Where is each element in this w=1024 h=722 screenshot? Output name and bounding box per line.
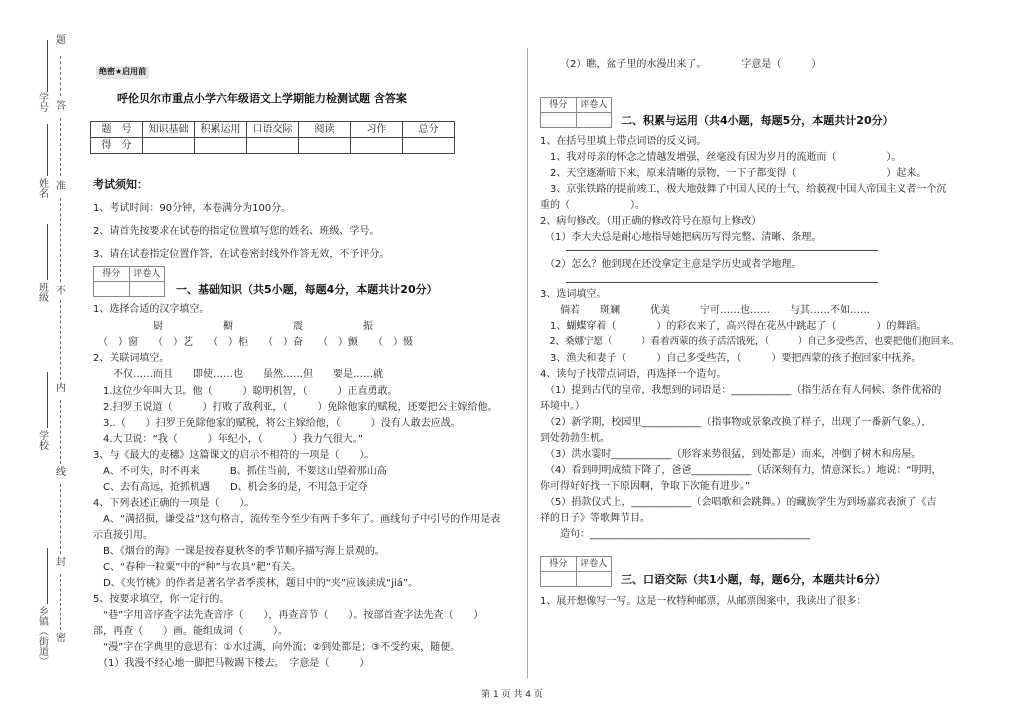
grader-box bbox=[93, 266, 165, 297]
answer-line[interactable] bbox=[566, 250, 878, 251]
question-line: B、《烟台的海》一课是按春夏秋冬的季节顺序描写海上景观的。 bbox=[93, 546, 385, 557]
grader-box bbox=[540, 97, 612, 128]
notes-item: 3、请在试卷指定位置作答，在试卷密封线外作答无效，不予评分。 bbox=[93, 249, 390, 260]
score-table-cell: 积累运用 bbox=[195, 122, 247, 138]
margin-label-ti: 题 bbox=[53, 34, 65, 44]
grader-reviewer-label: 评卷人 bbox=[133, 269, 161, 279]
grader-reviewer-cell[interactable] bbox=[577, 572, 612, 586]
question-line: （ ）窗 （ ）艺 （ ）柜 （ ）奋 （ ）颤 （ ）慑 bbox=[93, 337, 413, 348]
margin-label-township: 乡镇（街道） bbox=[36, 606, 48, 666]
question-line: A、“满招损，谦受益”这句格言，流传至今至少有两千多年了。画线句子中引号的作用是表 bbox=[93, 514, 501, 525]
margin-label-feng: 封 bbox=[53, 556, 65, 566]
grader-score-label: 得分 bbox=[94, 267, 130, 281]
question-line: （5）捐款仪式上，____________（会唱歌和会跳舞。）的藏族学生为到场嘉宾表演了《吉 bbox=[540, 497, 937, 508]
question-line: 3..（ ）扫罗王免除他家的赋税，将公主嫁给他，（ ）没有人敢去应战。 bbox=[93, 418, 461, 429]
score-table bbox=[90, 121, 455, 154]
question-line: （2）瞧，盆子里的水漫出来了。 字意是（ ） bbox=[560, 59, 822, 70]
question-line: 3、渔夫和妻子（ ）自己多受些苦，（ ）要把西蒙的孩子抱回家中抚养。 bbox=[540, 353, 922, 364]
column-divider bbox=[527, 48, 528, 678]
score-input-cell[interactable] bbox=[403, 138, 455, 154]
question-line: 1、选择合适的汉字填空。 bbox=[93, 304, 210, 315]
section2-title: 二、积累与运用（共4小题，每题5分，本题共计20分） bbox=[621, 114, 894, 127]
grader-score-label: 得分 bbox=[541, 98, 577, 112]
question-line: 2、关联词填空。 bbox=[93, 353, 170, 364]
question-line: 环境中。） bbox=[540, 401, 585, 412]
question-line: 到处勃勃生机。 bbox=[540, 433, 610, 444]
fill-line-school bbox=[47, 372, 48, 428]
margin-label-class: 班级 bbox=[36, 282, 48, 302]
question-line: “漫”字在字典里的意思有：①水过满，向外流；②到处都是；③不受约束，随便。 bbox=[93, 642, 461, 653]
question-line: 3、选词填空。 bbox=[540, 289, 607, 300]
question-line: 1、在括号里填上带点词语的反义词。 bbox=[540, 136, 707, 147]
score-input-cell[interactable] bbox=[143, 138, 195, 154]
question-line: C、“春种一粒粟”中的“种”与农具“耙”有关。 bbox=[93, 562, 302, 573]
question-line: （2）怎么？他到现在还没拿定主意是学历史或者学地理。 bbox=[540, 259, 802, 270]
margin-label-nei: 内 bbox=[53, 382, 65, 392]
question-line: （1）提到古代的皇帝，我想到的词语是：____________（指生活在有人伺候、条件优裕的 bbox=[540, 385, 942, 396]
question-line: A、不可失，时不再来 B、抓住当前，不要这山望着那山高 bbox=[93, 466, 387, 477]
margin-label-da: 答 bbox=[53, 100, 65, 110]
notes-item: 2、请首先按要求在试卷的指定位置填写您的姓名、班级、学号。 bbox=[93, 226, 380, 237]
seal-line bbox=[60, 198, 61, 282]
question-line: 你可得好好找一下原因啊，争取下次能有进步。” bbox=[540, 481, 751, 492]
grader-reviewer-label: 评卷人 bbox=[580, 100, 608, 110]
margin-label-zhun: 准 bbox=[53, 180, 65, 190]
grader-box bbox=[540, 556, 612, 587]
question-line: 1.这位少年叫大卫。他（ ）聪明机智，（ ）正直勇敢。 bbox=[93, 386, 398, 397]
grader-reviewer-label: 评卷人 bbox=[580, 559, 608, 569]
question-line: 4、下列表述正确的一项是（ ）。 bbox=[93, 498, 255, 509]
seal-line bbox=[60, 56, 61, 96]
question-line: 3、京张铁路的提前竣工，极大地鼓舞了中国人民的士气，给藐视中国人帝国主义者一个沉 bbox=[540, 184, 947, 195]
page-title: 呼伦贝尔市重点小学六年级语文上学期能力检测试题 含答案 bbox=[117, 92, 407, 105]
question-line: 4.大卫说：“我（ ）年纪小，（ ）我力气很大。” bbox=[93, 434, 363, 445]
margin-label-school: 学校 bbox=[36, 430, 48, 450]
question-line: （2）新学期，校园里____________（指事物或景象改换了样子，出现了一番新气象。）， bbox=[540, 417, 932, 428]
margin-label-bu: 不 bbox=[53, 285, 65, 295]
question-line: 2、桑娜宁愿（ ）看着西蒙的孩子活活饿死，（ ）自己多受些苦，也要把他们抱回来。 bbox=[540, 336, 960, 347]
question-line: 造句：____________________________________________ bbox=[540, 529, 810, 540]
grader-reviewer-cell[interactable] bbox=[130, 282, 165, 296]
answer-line[interactable] bbox=[566, 282, 878, 283]
fill-line-name bbox=[47, 124, 48, 176]
question-line: 2、天空逐渐暗下来，原来清晰的景物，一下子都变得（ ）起来。 bbox=[540, 168, 927, 179]
grader-reviewer-cell[interactable] bbox=[577, 113, 612, 127]
page-footer: 第 1 页 共 4 页 bbox=[481, 690, 543, 700]
question-line: （4）看到明明成绩下降了，爸爸____________（话深刻有力，情意深长。）地说：“明明， bbox=[540, 465, 942, 476]
notes-heading: 考试须知： bbox=[93, 178, 148, 191]
grader-score-label: 得分 bbox=[541, 557, 577, 571]
question-line: （1）我漫不经心地一脚把马鞍踢下楼去。 字意是（ ） bbox=[93, 658, 370, 669]
fill-line-class bbox=[47, 224, 48, 280]
score-table-cell: 阅读 bbox=[299, 122, 351, 138]
question-line: 1、蝴蝶穿着（ ）的彩衣来了，高兴得在花丛中跳起了（ ）的舞蹈。 bbox=[540, 321, 927, 332]
question-line: 2.扫罗王说道（ ）打败了敌利亚，（ ）免除他家的赋税，还要把公主嫁给他。 bbox=[93, 402, 498, 413]
question-line: 1、展开想像写一写。这是一枚特种邮票，从邮票图案中，我读出了很多： bbox=[540, 596, 867, 607]
fill-line-township bbox=[47, 548, 48, 604]
seal-line bbox=[60, 574, 61, 630]
margin-label-mi: 密 bbox=[53, 632, 65, 642]
question-line: 2、病句修改。（用正确的修改符号在原句上修改） bbox=[540, 216, 762, 227]
question-line: “巷”字用音序查字法先查音序（ ），再查音节（ ）。按部首查字法先查（ ） bbox=[93, 610, 484, 621]
question-line: （3）洪水霎时____________（形容来势很猛，到处都是）而来，冲倒了树木和房屋。 bbox=[540, 449, 922, 460]
score-table-cell: 口语交际 bbox=[247, 122, 299, 138]
section3-title: 三、口语交际（共1小题，每，题6分，本题共计6分） bbox=[621, 573, 886, 586]
score-table-header-row bbox=[91, 122, 455, 138]
question-line: （1）李大夫总是耐心地指导她把病历写得完整、清晰、条理。 bbox=[540, 232, 822, 243]
notes-item: 1、考试时间：90分钟，本卷满分为100分。 bbox=[93, 203, 292, 214]
grader-score-cell[interactable] bbox=[541, 572, 577, 586]
question-line: 祥的日子》等歌舞节目。 bbox=[540, 513, 650, 524]
question-line: 重的（ ）。 bbox=[540, 200, 645, 211]
question-line: 不仅……而且 即使……也 虽然……但 要是……就 bbox=[93, 369, 383, 380]
seal-line bbox=[60, 400, 61, 464]
grader-score-cell[interactable] bbox=[541, 113, 577, 127]
question-line: 厨 橱 震 振 bbox=[93, 321, 373, 332]
grader-score-cell[interactable] bbox=[94, 282, 130, 296]
score-table-cell: 题 号 bbox=[91, 122, 143, 138]
question-line: 3、与《最大的麦穗》这篇课文的启示不相符的一项是（ ）。 bbox=[93, 450, 375, 461]
question-line: 倘若 斑斓 优美 宁可……也…… 与其……不如…… bbox=[540, 305, 870, 316]
score-table-cell: 习作 bbox=[351, 122, 403, 138]
seal-line bbox=[60, 484, 61, 554]
score-input-cell[interactable] bbox=[247, 138, 299, 154]
question-line: 部，再查（ ）画。能组成词（ ）。 bbox=[93, 626, 288, 637]
question-line: D、《夹竹桃》的作者是著名学者季羡林，题目中的“夹”应该读成“jiá”。 bbox=[93, 578, 419, 589]
section1-title: 一、基础知识（共5小题，每题4分，本题共计20分） bbox=[176, 283, 438, 296]
secret-label: 绝密★启用前 bbox=[96, 66, 149, 79]
margin-label-xian: 线 bbox=[53, 466, 65, 476]
seal-line bbox=[60, 300, 61, 380]
score-table-cell: 总分 bbox=[403, 122, 455, 138]
question-line: 1、我对母亲的怀念之情越发增强，丝毫没有因为岁月的流逝而（ ）。 bbox=[540, 152, 902, 163]
score-table-cell: 得 分 bbox=[91, 138, 143, 154]
question-line: C、去有高远，抢抓机遇 D、机会多的是，不用急于定夺 bbox=[93, 482, 368, 493]
question-line: 4、读句子找带点词语，再选择一个造句。 bbox=[540, 369, 727, 380]
margin-label-student-id: 学号 bbox=[36, 92, 48, 112]
score-table-cell: 知识基础 bbox=[143, 122, 195, 138]
score-input-cell[interactable] bbox=[351, 138, 403, 154]
seal-line bbox=[60, 118, 61, 176]
question-line: 示直接引用。 bbox=[93, 530, 153, 541]
score-input-cell[interactable] bbox=[195, 138, 247, 154]
margin-label-name: 姓名 bbox=[36, 178, 48, 198]
fill-line-student-id bbox=[47, 40, 48, 92]
score-input-cell[interactable] bbox=[299, 138, 351, 154]
score-table-score-row bbox=[91, 138, 455, 154]
question-line: 5、按要求填空，你一定行的。 bbox=[93, 594, 230, 605]
